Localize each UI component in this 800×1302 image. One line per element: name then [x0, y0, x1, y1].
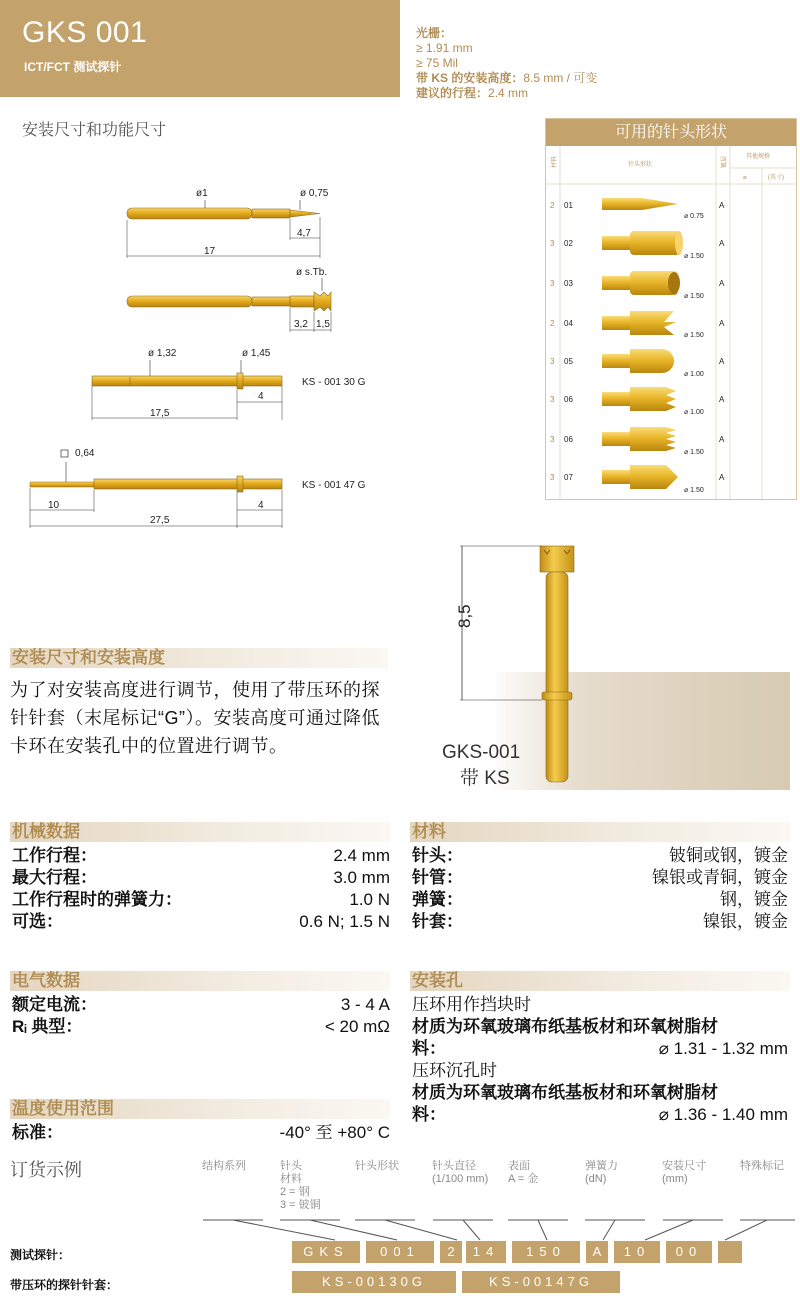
probe-order-label: 测试探针： [10, 1248, 71, 1262]
mech-label: 最大行程： [12, 868, 97, 887]
d3-b: 4 [258, 391, 264, 402]
tip-dia: ⌀ 1.50 [684, 332, 704, 339]
d4-b: 4 [258, 500, 264, 511]
tip-code: 01 [564, 201, 573, 210]
product-title: GKS 001 [22, 16, 148, 49]
col-other: 其他规格 [746, 154, 771, 160]
col-material: 材料 [552, 155, 558, 168]
tip-code: 04 [564, 319, 573, 328]
material-label: 针头： [412, 846, 463, 865]
drawing-probe-02 [127, 267, 331, 332]
material-value: 铍铜或钢，镀金 [669, 846, 788, 865]
d1-dia-right: ø 0,75 [300, 188, 329, 199]
order-header: 安装尺寸 (mm) [662, 1160, 706, 1185]
order-header: 表面 A = 金 [508, 1160, 539, 1185]
material-row [412, 889, 788, 910]
ks-caption-1: GKS-001 [442, 742, 521, 763]
material-label: 针套： [412, 912, 463, 931]
material-row [412, 845, 788, 866]
drawing-sleeve-30g [92, 348, 366, 420]
dims-title: 安装尺寸和功能尺寸 [22, 122, 167, 139]
mech-row [12, 867, 390, 888]
temp-value: -40° 至 +80° C [279, 1123, 390, 1142]
product-subtitle: ICT/FCT 测试探针 [24, 60, 122, 74]
tip-code: 07 [564, 473, 573, 482]
dimension-drawings [0, 170, 410, 540]
order-header: 针头 材料 2 = 钢 3 = 铍铜 [280, 1160, 321, 1211]
tip-plating: A [719, 319, 725, 328]
order-box: 14 [466, 1241, 506, 1263]
tip-mat: 2 [550, 201, 555, 210]
tip-code: 02 [564, 239, 573, 248]
hole-label-2: 料： [412, 1105, 446, 1124]
hole-line-1: 压环用作挡块时 [412, 995, 531, 1014]
elec-label: 额定电流： [12, 995, 97, 1014]
order-header: 结构系列 [202, 1160, 246, 1172]
ks-caption-2: 带 KS [460, 768, 510, 789]
material-value: 钢，镀金 [720, 890, 788, 909]
elec-row [12, 994, 390, 1015]
tip-plating: A [719, 201, 725, 210]
hole-line-2: 材质为环氧玻璃布纸基板材和环氧树脂材 [412, 1017, 718, 1036]
order-box: A [586, 1241, 608, 1263]
ks-height-label: 带 KS 的安装高度： [416, 71, 524, 85]
order-box: 001 [366, 1241, 434, 1263]
d3-label: KS - 001 30 G [302, 377, 366, 388]
mech-label: 可选： [12, 912, 63, 931]
mech-row [12, 845, 390, 866]
tip-dia: ⌀ 1.50 [684, 487, 704, 494]
d1-length: 17 [204, 246, 216, 257]
sleeve-box: KS-00130G [292, 1271, 456, 1293]
mech-value: 1.0 N [349, 890, 390, 909]
tip-row [550, 387, 725, 416]
mech-value: 3.0 mm [333, 868, 390, 887]
order-title: 订货示例 [10, 1160, 82, 1180]
d4-a: 10 [48, 500, 60, 511]
d2-a: 3,2 [294, 319, 308, 330]
hole-value-1: ⌀ 1.31 - 1.32 mm [658, 1039, 788, 1058]
drawing-probe-01 [127, 188, 329, 258]
tip-plating: A [719, 395, 725, 404]
material-value: 镍银或青铜，镀金 [652, 868, 788, 887]
drawing-sleeve-47g [30, 448, 366, 528]
order-box [718, 1241, 742, 1263]
d4-length: 27,5 [150, 515, 170, 526]
material-label: 弹簧： [412, 890, 463, 909]
col-mm: (英寸) [768, 175, 784, 181]
mech-title: 机械数据 [10, 822, 390, 842]
tip-row [550, 427, 725, 456]
order-box: 10 [614, 1241, 660, 1263]
tip-mat: 3 [550, 239, 555, 248]
col-shape: 针头形状 [628, 162, 653, 168]
tip-dia: ⌀ 1.00 [684, 409, 704, 416]
tip-code: 06 [564, 395, 573, 404]
tip-dia: ⌀ 1.50 [684, 293, 704, 300]
tip-shape-table [545, 118, 797, 500]
elec-title: 电气数据 [10, 971, 390, 991]
spec-summary [416, 26, 597, 101]
grid-mil: ≥ 75 Mil [416, 56, 458, 70]
tip-plating: A [719, 473, 725, 482]
tip-table-grid [546, 146, 796, 499]
sleeve-box: KS-00147G [462, 1271, 620, 1293]
d2-dia: ø s.Tb. [296, 267, 328, 278]
d3-dia-left: ø 1,32 [148, 348, 177, 359]
order-header: 特殊标记 [740, 1160, 784, 1172]
d2-b: 1,5 [316, 319, 330, 330]
stroke-value: 2.4 mm [488, 86, 529, 100]
order-box: GKS [292, 1241, 360, 1263]
mech-row [12, 889, 390, 910]
tip-mat: 3 [550, 473, 555, 482]
tip-row [550, 198, 725, 220]
order-box: 00 [666, 1241, 712, 1263]
tip-code: 03 [564, 279, 573, 288]
mech-value: 0.6 N; 1.5 N [299, 912, 390, 931]
d4-square: 0,64 [75, 448, 95, 459]
header-banner [0, 0, 400, 97]
d1-tip-length: 4,7 [297, 228, 311, 239]
d3-dia-right: ø 1,45 [242, 348, 271, 359]
hole-value-2: ⌀ 1.36 - 1.40 mm [658, 1105, 788, 1124]
tip-row [550, 311, 725, 339]
tip-mat: 3 [550, 435, 555, 444]
order-box: 2 [440, 1241, 462, 1263]
elec-value: < 20 mΩ [324, 1017, 390, 1036]
tip-dia: ⌀ 1.50 [684, 449, 704, 456]
tip-row [550, 349, 725, 378]
tip-dia: ⌀ 1.00 [684, 371, 704, 378]
order-header: 弹簧力 (dN) [585, 1160, 618, 1185]
tip-code: 06 [564, 435, 573, 444]
tip-mat: 2 [550, 319, 555, 328]
tip-plating: A [719, 357, 725, 366]
hole-title: 安装孔 [410, 971, 790, 991]
ks-height-value: 8.5 mm / 可变 [523, 71, 598, 85]
hole-line-4: 压环沉孔时 [412, 1061, 497, 1080]
tip-dia: ⌀ 1.50 [684, 253, 704, 260]
elec-label: Rᵢ 典型： [12, 1017, 83, 1036]
d4-label: KS - 001 47 G [302, 480, 366, 491]
ks-height-dim: 8,5 [455, 604, 474, 628]
sleeve-order-label: 带压环的探针针套： [10, 1278, 119, 1292]
material-value: 镍银，镀金 [703, 912, 788, 931]
tip-plating: A [719, 435, 725, 444]
order-header: 针头直径 (1/100 mm) [432, 1160, 489, 1185]
material-label: 针管： [412, 868, 463, 887]
tip-mat: 3 [550, 279, 555, 288]
tip-plating: A [719, 239, 725, 248]
install-title: 安装尺寸和安装高度 [10, 648, 388, 668]
d1-dia-left: ø1 [196, 188, 208, 199]
mech-row [12, 911, 390, 932]
tip-mat: 3 [550, 395, 555, 404]
mech-label: 工作行程时的弹簧力： [12, 890, 182, 909]
temp-row [12, 1122, 390, 1143]
grid-label: 光栅： [416, 26, 453, 40]
temp-label: 标准： [12, 1123, 63, 1142]
material-title: 材料 [410, 822, 790, 842]
mech-value: 2.4 mm [333, 846, 390, 865]
tip-row [550, 465, 725, 494]
stroke-label: 建议的行程： [416, 86, 489, 100]
mech-label: 工作行程： [12, 846, 97, 865]
elec-row [12, 1016, 390, 1037]
tip-code: 05 [564, 357, 573, 366]
tip-row [550, 231, 725, 260]
order-box: 150 [512, 1241, 580, 1263]
tip-dia: ⌀ 0.75 [684, 213, 704, 220]
install-text: 为了对安装高度进行调节，使用了带压环的探针针套（末尾标记“G”）。安装高度可通过降低卡环在安装孔中的位置进行调节。 [10, 680, 380, 756]
d3-length: 17,5 [150, 408, 170, 419]
order-connector-lines [195, 1214, 800, 1244]
tip-table-title: 可用的针头形状 [546, 119, 796, 146]
material-row [412, 867, 788, 888]
hole-line-5: 材质为环氧玻璃布纸基板材和环氧树脂材 [412, 1083, 718, 1102]
col-dia: ⌀ [743, 175, 747, 181]
col-plating: 镀层 [722, 155, 728, 168]
temp-title: 温度使用范围 [10, 1099, 390, 1119]
hole-row-1 [412, 1038, 788, 1059]
tip-plating: A [719, 279, 725, 288]
hole-label-1: 料： [412, 1039, 446, 1058]
tip-mat: 3 [550, 357, 555, 366]
tip-row [550, 271, 725, 300]
order-header: 针头形状 [355, 1160, 399, 1172]
elec-value: 3 - 4 A [340, 995, 390, 1014]
grid-mm: ≥ 1.91 mm [416, 41, 473, 55]
ks-installation-drawing [420, 540, 800, 790]
hole-row-2 [412, 1104, 788, 1125]
material-row [412, 911, 788, 932]
